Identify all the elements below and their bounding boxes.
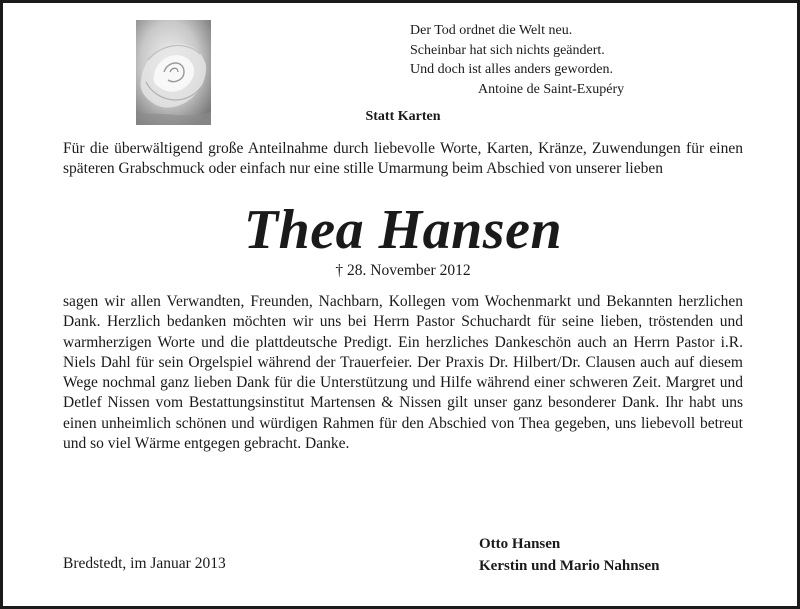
intro-paragraph: Für die überwältigend große Anteilnahme durch liebevolle Worte, Karten, Kränze, Zuwendungen für einen späteren Grabschmuck oder einfach nur eine stille Umarmung beim Abschied von unserer lieben (63, 140, 743, 178)
rose-icon (136, 20, 211, 125)
rose-image (136, 20, 211, 125)
heading-statt-karten: Statt Karten (365, 109, 441, 124)
thanks-paragraph: sagen wir allen Verwandten, Freunden, Nachbarn, Kollegen vom Wochenmarkt und Bekannten herzlichen Dank. Herzlich bedanken möchten wir uns bei Herrn Pastor Schuchardt für seine lieben, tröstenden und warmherzigen Worte und die plattdeutsche Predigt. Ein herzliches Dankeschön auch an Herrn Pastor i.R. Niels Dahl für sein Orgelspiel während der Trauerfeier. Der Praxis Dr. Hilbert/Dr. Clausen auch auf diesem Wege nochmal ganz lieben Dank für die Unterstützung und Hilfe während einer schweren Zeit. Margret und Detlef Nissen vom Bestattungsinstitut Martensen & Nissen gilt unser ganz besonderer Dank. Ihr habt uns einen unheimlich schönen und würdigen Rahmen für den Abschied von Thea gegeben, uns liebevoll betreut und so viel Wärme entgegen gebracht. Danke. (63, 293, 743, 453)
death-date: † 28. November 2012 (335, 262, 471, 279)
quote-line: Der Tod ordnet die Welt neu. (410, 23, 573, 38)
place-date: Bredstedt, im Januar 2013 (63, 555, 226, 572)
quote-line: Scheinbar hat sich nichts geändert. (410, 42, 605, 58)
quote-line: Und doch ist alles anders geworden. (410, 62, 613, 77)
signer-name: Otto Hansen (479, 536, 561, 552)
signer-name: Kerstin und Mario Nahnsen (479, 558, 660, 574)
quote-block (410, 21, 710, 99)
signers-block (479, 533, 659, 577)
deceased-name: Thea Hansen (243, 199, 563, 261)
quote-author: Antoine de Saint-Exupéry (478, 81, 625, 97)
